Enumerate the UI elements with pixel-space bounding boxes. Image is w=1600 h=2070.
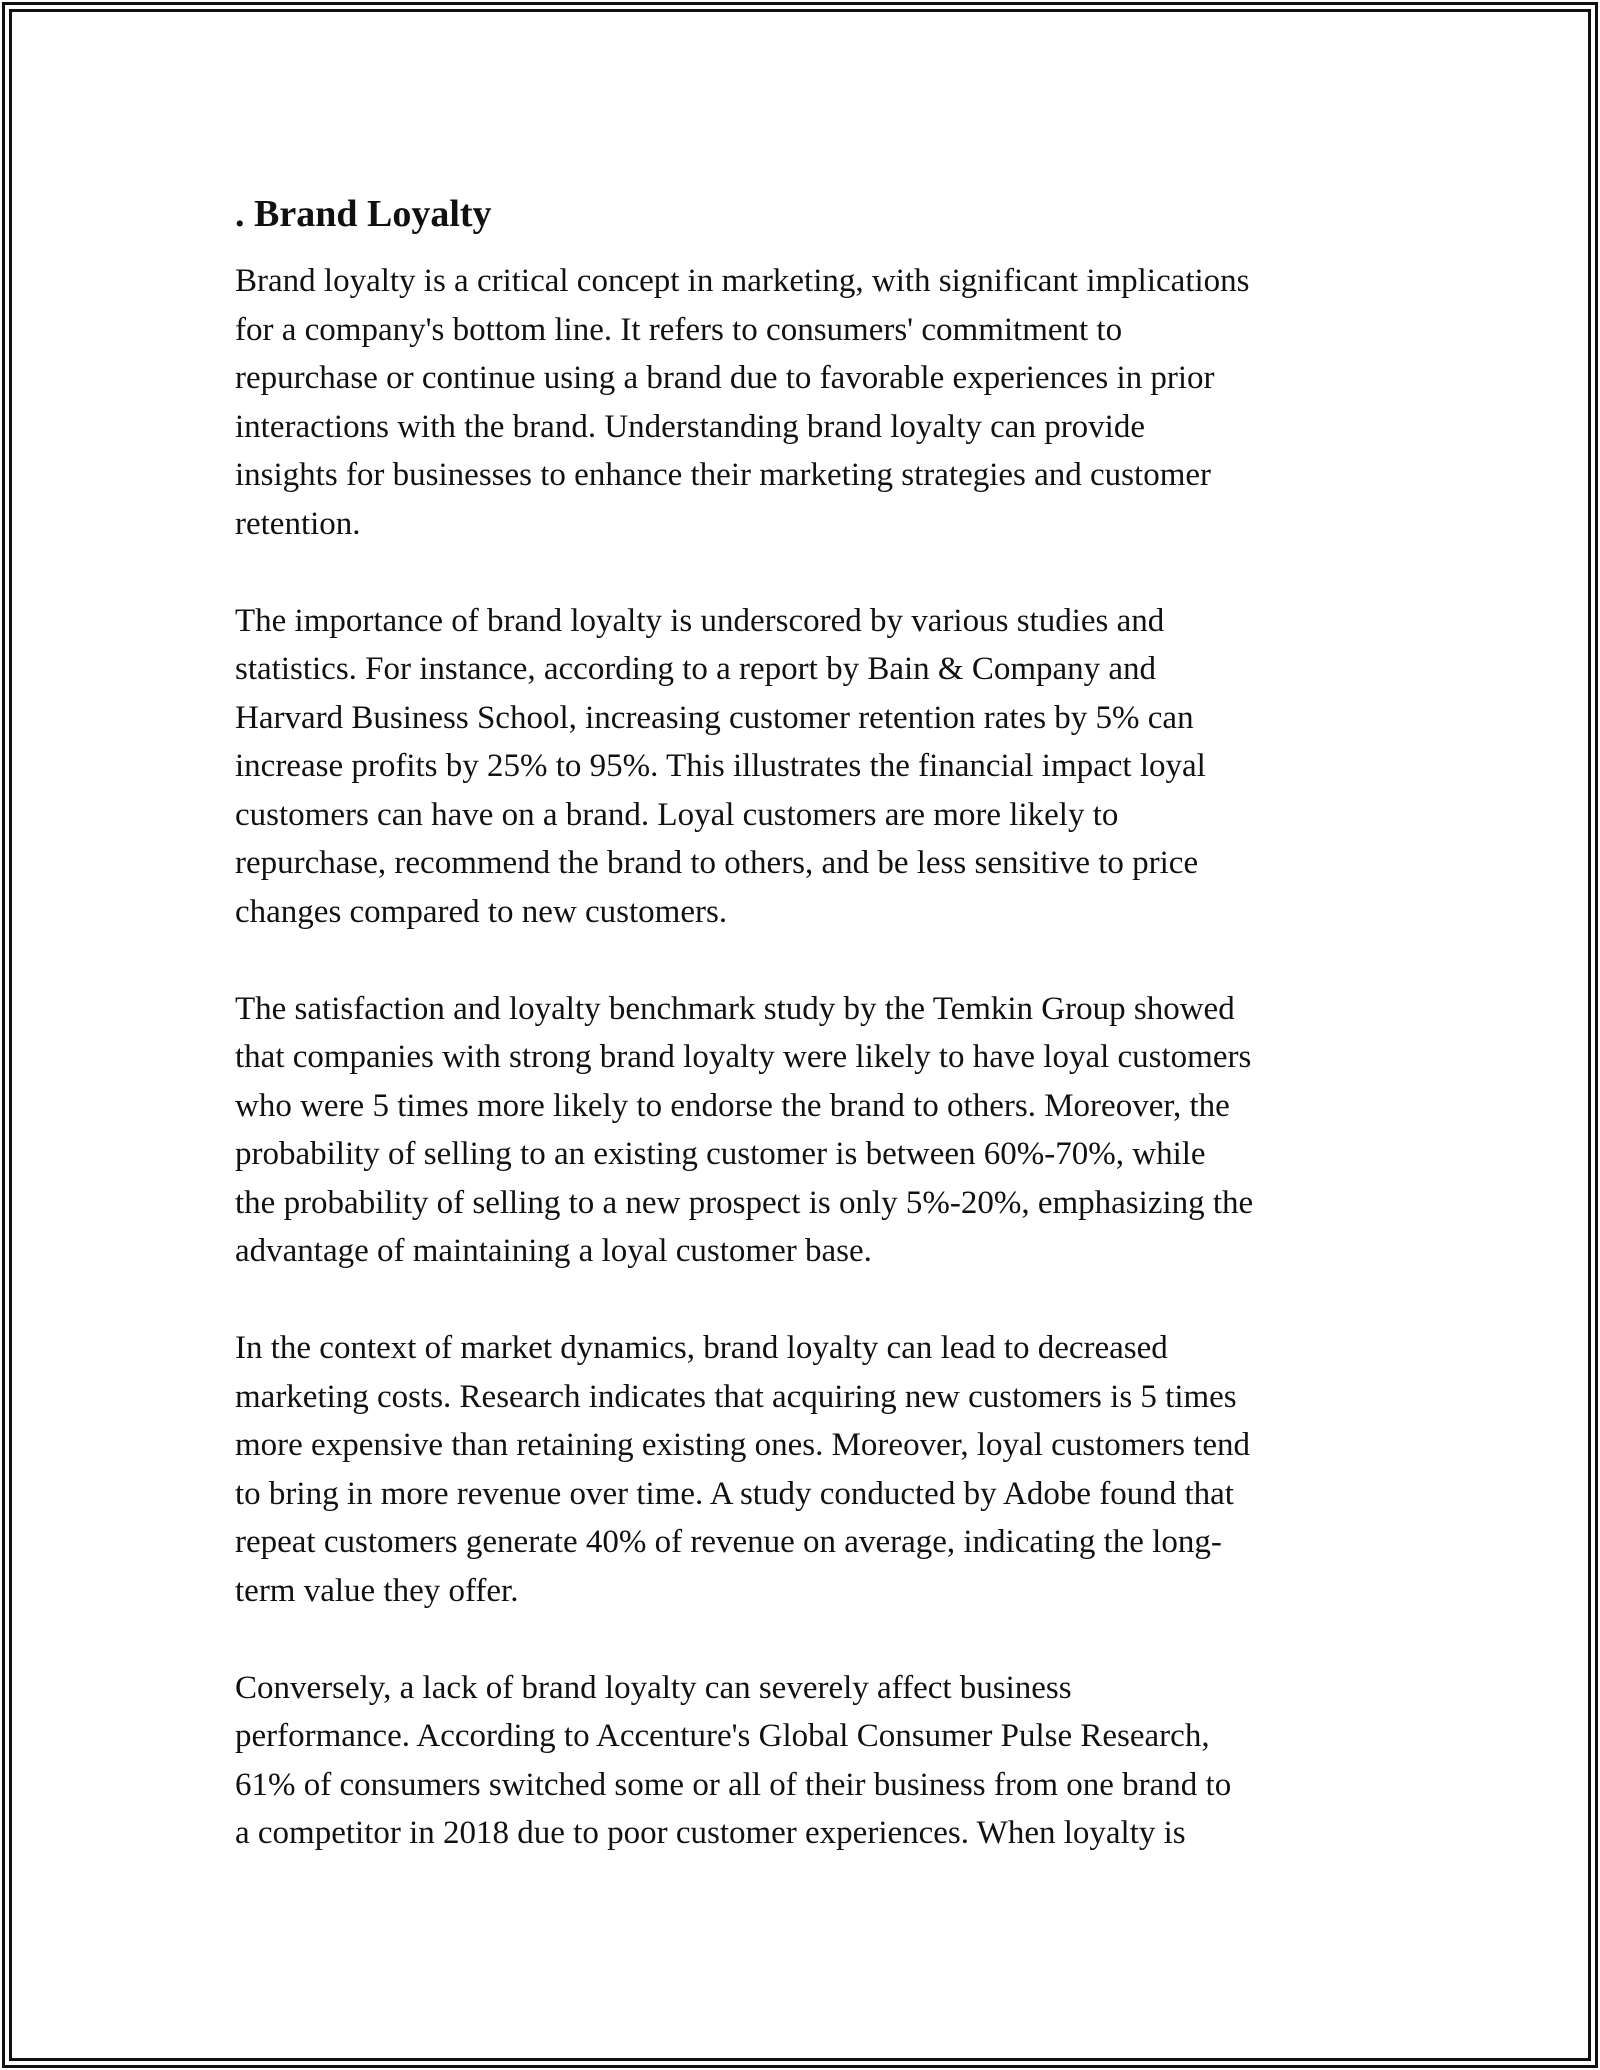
document-body bbox=[235, 185, 1380, 1906]
paragraph-list bbox=[235, 257, 1380, 1858]
text-line: retention. bbox=[235, 505, 361, 542]
text-line: performance. According to Accenture's Global Consumer Pulse Research, bbox=[235, 1718, 1210, 1754]
text-line: insights for businesses to enhance their marketing strategies and customer bbox=[235, 457, 1211, 493]
paragraph bbox=[235, 257, 1380, 548]
paragraph bbox=[235, 597, 1380, 937]
text-line: term value they offer. bbox=[235, 1572, 519, 1609]
text-line: that companies with strong brand loyalty were likely to have loyal customers bbox=[235, 1039, 1252, 1075]
text-line: repeat customers generate 40% of revenue on average, indicating the long- bbox=[235, 1524, 1222, 1560]
text-line: marketing costs. Research indicates that acquiring new customers is 5 times bbox=[235, 1378, 1237, 1415]
text-line: changes compared to new customers. bbox=[235, 893, 728, 930]
text-line: repurchase or continue using a brand due to favorable experiences in prior bbox=[235, 360, 1215, 396]
text-line: advantage of maintaining a loyal customer base. bbox=[235, 1233, 872, 1269]
text-line: a competitor in 2018 due to poor customer experiences. When loyalty is bbox=[235, 1815, 1186, 1851]
text-line: Harvard Business School, increasing customer retention rates by 5% can bbox=[235, 699, 1194, 736]
text-line: the probability of selling to a new prospect is only 5%-20%, emphasizing the bbox=[235, 1184, 1254, 1221]
paragraph bbox=[235, 1324, 1380, 1615]
text-line: to bring in more revenue over time. A study conducted by Adobe found that bbox=[235, 1475, 1234, 1512]
text-line: more expensive than retaining existing ones. Moreover, loyal customers tend bbox=[235, 1427, 1250, 1463]
section-heading: . Brand Loyalty bbox=[235, 193, 492, 235]
text-line: for a company's bottom line. It refers to consumers' commitment to bbox=[235, 311, 1123, 348]
text-line: who were 5 times more likely to endorse the brand to others. Moreover, the bbox=[235, 1087, 1230, 1124]
text-line: 61% of consumers switched some or all of their business from one brand to bbox=[235, 1766, 1232, 1803]
text-line: increase profits by 25% to 95%. This illustrates the financial impact loyal bbox=[235, 748, 1206, 784]
paragraph bbox=[235, 985, 1380, 1276]
text-line: repurchase, recommend the brand to others, and be less sensitive to price bbox=[235, 845, 1199, 881]
text-line: customers can have on a brand. Loyal customers are more likely to bbox=[235, 796, 1119, 833]
text-line: The importance of brand loyalty is underscored by various studies and bbox=[235, 602, 1165, 639]
text-line: The satisfaction and loyalty benchmark study by the Temkin Group showed bbox=[235, 990, 1235, 1027]
text-line: In the context of market dynamics, brand loyalty can lead to decreased bbox=[235, 1330, 1168, 1366]
text-line: probability of selling to an existing customer is between 60%-70%, while bbox=[235, 1136, 1206, 1172]
text-line: statistics. For instance, according to a report by Bain & Company and bbox=[235, 651, 1157, 687]
text-line: Conversely, a lack of brand loyalty can severely affect business bbox=[235, 1669, 1072, 1706]
text-line: Brand loyalty is a critical concept in marketing, with significant implications bbox=[235, 263, 1250, 299]
paragraph bbox=[235, 1664, 1380, 1858]
text-line: interactions with the brand. Understanding brand loyalty can provide bbox=[235, 408, 1145, 445]
